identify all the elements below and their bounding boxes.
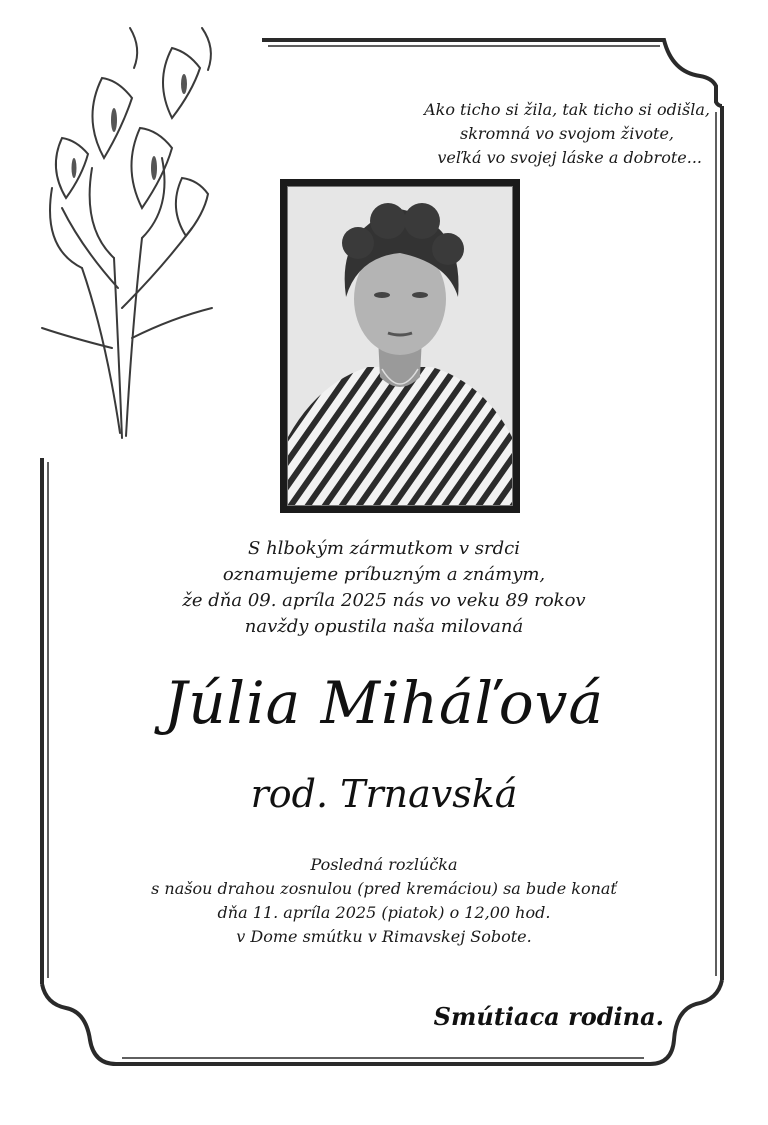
portrait-photo (287, 186, 513, 506)
funeral-details (0, 853, 768, 949)
signature: Smútiaca rodina. (433, 1002, 664, 1031)
poem-line-1: Ako ticho si žila, tak ticho si odišla, (424, 100, 710, 119)
deceased-name: Júlia Miháľová (163, 669, 605, 737)
calla-lily-bouquet-icon (22, 8, 252, 448)
poem-line-2: skromná vo svojom živote, (460, 124, 674, 143)
farewell-line-2: s našou drahou zosnulou (pred kremáciou) sa bude konať (151, 879, 617, 898)
death-announcement (0, 536, 768, 640)
maiden-name: rod. Trnavská (250, 772, 518, 816)
portrait-silhouette-icon (288, 187, 512, 505)
portrait-frame (280, 179, 520, 513)
poem-line-3: veľká vo svojej láske a dobrote... (437, 148, 702, 167)
farewell-line-1: Posledná rozlúčka (310, 855, 458, 874)
announcement-line-4: navždy opustila naša milovaná (244, 616, 524, 637)
announcement-line-3: že dňa 09. apríla 2025 nás vo veku 89 rokov (182, 590, 586, 611)
farewell-line-4: v Dome smútku v Rimavskej Sobote. (236, 927, 532, 946)
memorial-poem (370, 98, 710, 170)
announcement-line-2: oznamujeme príbuzným a známym, (222, 564, 546, 585)
announcement-line-1: S hlbokým zármutkom v srdci (248, 538, 520, 559)
farewell-line-3: dňa 11. apríla 2025 (piatok) o 12,00 hod. (217, 903, 551, 922)
